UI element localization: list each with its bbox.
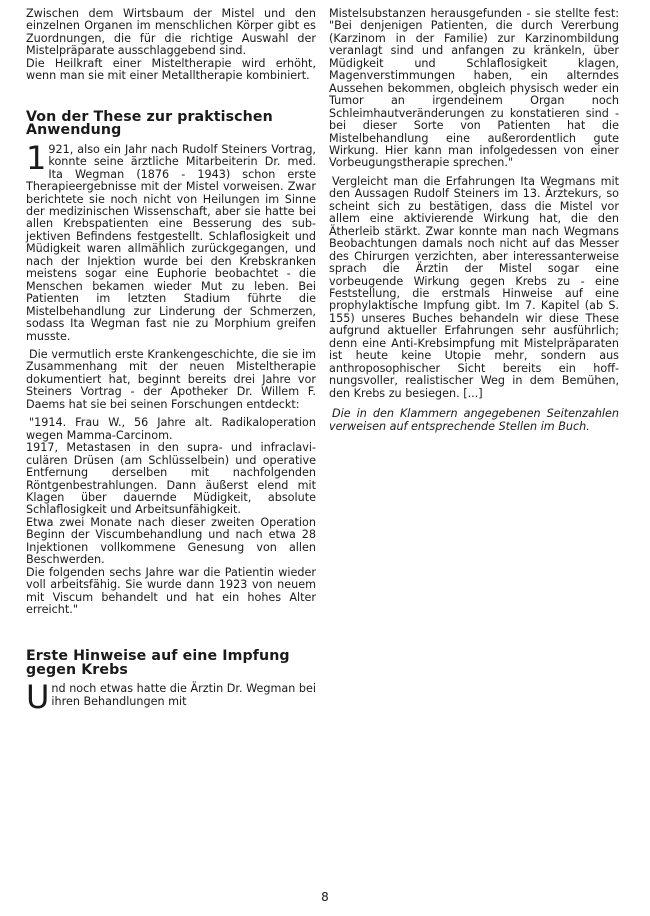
quote-line-1914: "1914. Frau W., 56 Jahre alt. Radikaloperation wegen Mamma-Carcinom.	[26, 416, 316, 442]
quote-line-recovery: Die folgenden sechs Jahre war die Patientin wieder voll arbeitsfähig. Sie wurde dann 1923 von neuem mit Viscum behandelt und hat ein hohes Alter erreicht."	[26, 565, 316, 617]
section-heading-practical-application: Von der These zur praktischen Anwendung	[26, 108, 273, 139]
paragraph-vaccination-start	[26, 678, 316, 717]
left-column	[26, 7, 316, 717]
paragraph-wegman-1921	[26, 138, 316, 343]
paragraph-vaccination-start-text: nd noch etwas hatte die Ärztin Dr. Wegman bei ihren Behandlungen mit	[51, 682, 316, 708]
drop-cap-2: U	[26, 678, 50, 717]
paragraph-prevention-quote: Mistelsubstanzen herausgefunden - sie stellte fest: "Bei denjenigen Patienten, die durch Vererbung (Karzinom in der Familie) zur Karzinombildung veranlagt sind und anfangen zu kränkeln, über Müdigkeit und Schlaflosigkeit klagen, Magenverstimmungen haben, ein alterndes Aussehen bekommen, obgleich physisch weder ein Tumor an irgendeinem Organ noch Schleimhautveränderungen zu konstatieren sind - bei dieser Sorte von Patienten hat die Mistelbehandlung eine außerordentlich gute Wirkung. Hier kann man infolgedessen von einer Vorbeugungstherapie sprechen."	[329, 7, 619, 170]
section-heading-vaccination: Erste Hinweise auf eine Impfung gegen Krebs	[26, 648, 290, 678]
quote-line-viscum: Etwa zwei Monate nach dieser zweiten Operation Beginn der Viscumbehandlung und nach etwa 28 Injektionen vollkommene Genesung von allen Beschwerden.	[26, 515, 316, 567]
page-number: 8	[321, 890, 329, 904]
paragraph-comparison: Vergleicht man die Erfahrungen Ita Wegmans mit den Aussagen Rudolf Steiners im 13. Ärztekurs, so scheint sich zu bestätigen, dass die Mistel vor allem eine aktivierende Wirkung hat, die den Ätherleib stärkt. Zwar konnte man nach Wegmans Beobachtungen damals noch nicht auf das Messer des Chirurgen verzichten, aber interessanterweise sprach die Ärztin der Mistel sogar eine vorbeugende Wirkung gegen Krebs zu - eine Feststellung, die erstmals Hinweise auf eine prophylaktische Impfung gibt. Im 7. Kapitel (ab S. 155) unseres Buches behandeln wir diese These aufgrund aktueller Erfahrungen sehr ausführlich; denn eine Anti-Krebsimpfung mit Mistelpräparaten ist heute keine Utopie mehr, sondern aus anthroposophischer Sicht bereits ein hoffnungsvoller, realistischer Weg in dem Bemühen, den Krebs zu besiegen. [...]	[329, 174, 619, 400]
intro-paragraph: Zwischen dem Wirtsbaum der Mistel und den einzelnen Organen im menschlichen Körper gibt es Zuordnungen, die für die richtige Auswahl der Mistelpräparate ausschlaggebend sind.	[26, 7, 316, 58]
right-column	[329, 8, 619, 433]
paragraph-case-history: Die vermutlich erste Krankengeschichte, die sie im Zusammenhang mit der neuen Misteltherapie dokumentiert hat, beginnt bereits drei Jahre vor Steiners Vortrag - der Apotheker Dr. Willem F. Daems hat sie bei seinen Forschungen entdeckt:	[26, 347, 316, 411]
paragraph-wegman-1921-text: 921, also ein Jahr nach Rudolf Steiners Vortrag, konnte seine ärztliche Mitarbeiterin Dr. med. Ita Wegman (1876 - 1943) schon erste Therapieergebnisse mit der Mistel vorweisen. Zwar berichtete sie noch nicht von Heilungen im Sinne der medizinischen Wissenschaft, aber sie hatte bei allen Krebspatienten eine Besserung des subjektiven Befindens festgestellt. Schlaflosigkeit und Müdigkeit waren allmählich zurückgegangen, und nach der Injektion wurde bei den Krebskranken meistens sogar eine Euphorie beobachtet - die Menschen bekamen wieder Mut zu leben. Bei Patienten im letzten Stadium führte die Mistelbehandlung zur Linderung der Schmerzen, sodass Ita Wegman fast nie zu Morphium greifen musste.	[26, 142, 316, 343]
intro-paragraph-2: Die Heilkraft einer Misteltherapie wird erhöht, wenn man sie mit einer Metalltherapie kombiniert.	[26, 56, 316, 83]
quote-line-1917: 1917, Metastasen in den supra- und infraclaviculären Drüsen (am Schlüsselbein) und operative Entfernung derselben mit nachfolgenden Röntgenbestrahlungen. Dann äußerst elend mit Klagen über dauernde Müdigkeit, absolute Schlaflosigkeit und Arbeitsunfähigkeit.	[26, 441, 316, 517]
drop-cap-1: 1	[26, 138, 47, 177]
page-reference-note: Die in den Klammern angegebenen Seitenzahlen verweisen auf entsprechende Stellen im Buch.	[329, 407, 619, 433]
